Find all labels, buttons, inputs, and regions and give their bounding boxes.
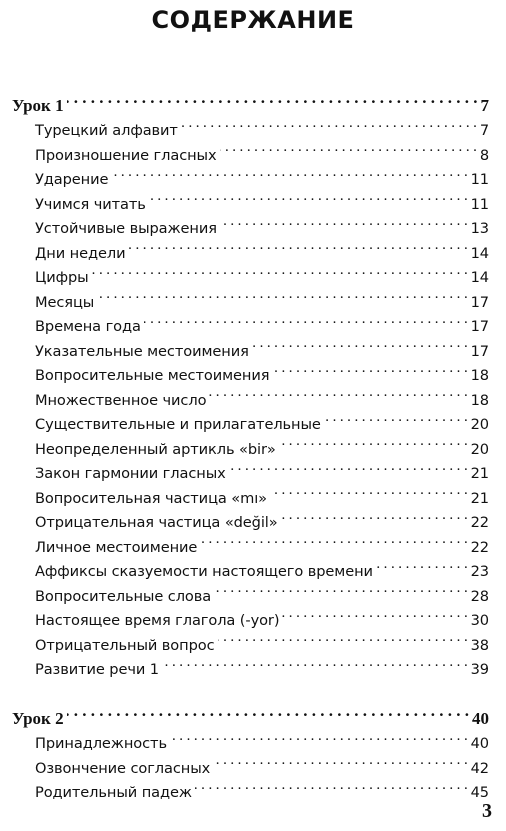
toc-item-label: Дни недели (35, 244, 126, 262)
toc-item-label: Отрицательная частица «değil» (35, 514, 278, 531)
dot-leader (229, 454, 468, 479)
dot-leader (270, 478, 468, 503)
dot-leader (149, 184, 468, 209)
toc-item-label: Устойчивые выражения (35, 220, 217, 237)
dot-leader (200, 527, 467, 552)
dot-leader (170, 724, 468, 749)
toc-item-label: Настоящее время глагола (-yor) (35, 612, 280, 629)
toc-item-page: 14 (470, 269, 489, 286)
toc-item-label: Месяцы (35, 293, 95, 311)
toc-lesson-page: 40 (472, 708, 489, 728)
toc-item-label: Вопросительные местоимения (35, 367, 270, 384)
toc-item-label: Вопросительные слова (35, 587, 212, 605)
toc-item-page: 22 (470, 538, 489, 556)
dot-leader (144, 307, 468, 332)
toc-item-page: 21 (470, 489, 489, 507)
page-title: СОДЕРЖАНИЕ (151, 6, 355, 34)
toc-item[interactable] (12, 724, 489, 752)
toc-lesson-page: 7 (480, 95, 489, 115)
dot-leader (214, 576, 468, 601)
toc-lesson-1[interactable] (12, 86, 489, 115)
dot-leader (281, 503, 468, 528)
dot-leader (272, 356, 467, 381)
dot-leader (218, 625, 468, 650)
toc-item-page: 28 (470, 587, 489, 605)
dot-leader (67, 699, 469, 724)
toc-item-label: Отрицательный вопрос (35, 636, 215, 654)
toc-item[interactable] (12, 111, 489, 139)
toc-item-page: 14 (470, 244, 489, 262)
toc-item-page: 40 (470, 735, 489, 752)
toc-item-page: 42 (470, 759, 489, 777)
dot-leader (111, 160, 467, 185)
toc-item-page: 45 (470, 784, 489, 801)
dot-leader (181, 111, 477, 136)
toc-lesson-label: Урок 2 (12, 708, 64, 728)
dot-leader (279, 429, 468, 454)
toc-item-page: 18 (470, 391, 489, 409)
dot-leader (209, 380, 467, 405)
toc-item-page: 38 (470, 636, 489, 654)
dot-leader (195, 773, 468, 798)
toc-item-page: 18 (470, 367, 489, 384)
dot-leader (376, 552, 468, 577)
dot-leader (282, 601, 467, 626)
dot-leader (324, 405, 468, 430)
dot-leader (128, 233, 467, 258)
toc-item-page: 11 (470, 195, 489, 213)
toc-item-page: 17 (470, 293, 489, 311)
dot-leader (252, 331, 468, 356)
toc-lesson-2[interactable] (12, 699, 489, 728)
toc-item-page: 11 (470, 171, 489, 188)
toc-lesson-label: Урок 1 (12, 95, 64, 115)
page-number: 3 (482, 800, 492, 822)
toc-item-label: Турецкий алфавит (35, 122, 178, 139)
toc-item-page: 20 (470, 440, 489, 458)
toc-item-label: Озвончение согласных (35, 759, 211, 777)
toc-item-page: 17 (470, 318, 489, 335)
toc-item-label: Указательные местоимения (35, 342, 249, 360)
toc-item-page: 17 (470, 342, 489, 360)
dot-leader (67, 86, 478, 111)
toc-item-label: Развитие речи 1 (35, 661, 159, 678)
toc-item-label: Множественное число (35, 391, 207, 409)
toc-item-page: 39 (470, 661, 489, 678)
dot-leader (220, 209, 468, 234)
toc-item-label: Учимся читать (35, 195, 146, 213)
toc-item-label: Времена года (35, 318, 141, 335)
dot-leader (220, 135, 477, 160)
table-of-contents (12, 86, 489, 801)
toc-item-page: 30 (470, 612, 489, 629)
dot-leader (92, 258, 468, 283)
toc-item-page: 7 (479, 122, 489, 139)
toc-item-label: Родительный падеж (35, 784, 192, 801)
toc-item-page: 22 (470, 514, 489, 531)
toc-item-label: Неопределенный артикль «bir» (35, 440, 276, 458)
toc-item-page: 21 (470, 465, 489, 482)
toc-item-page: 13 (470, 220, 489, 237)
toc-item-label: Ударение (35, 171, 109, 188)
toc-item-label: Принадлежность (35, 735, 167, 752)
dot-leader (213, 748, 467, 773)
dot-leader (162, 650, 468, 675)
toc-item-page: 8 (479, 146, 489, 164)
toc-item-label: Личное местоимение (35, 538, 198, 556)
toc-item-page: 20 (470, 416, 489, 433)
toc-item-label: Цифры (35, 269, 89, 286)
toc-item-label: Произношение гласных (35, 146, 217, 164)
toc-item-label: Существительные и прилагательные (35, 416, 321, 433)
dot-leader (97, 282, 467, 307)
toc-item-label: Аффиксы сказуемости настоящего времени (35, 563, 373, 580)
toc-item-label: Вопросительная частица «mı» (35, 489, 268, 507)
toc-item-label: Закон гармонии гласных (35, 465, 226, 482)
toc-item-page: 23 (470, 563, 489, 580)
